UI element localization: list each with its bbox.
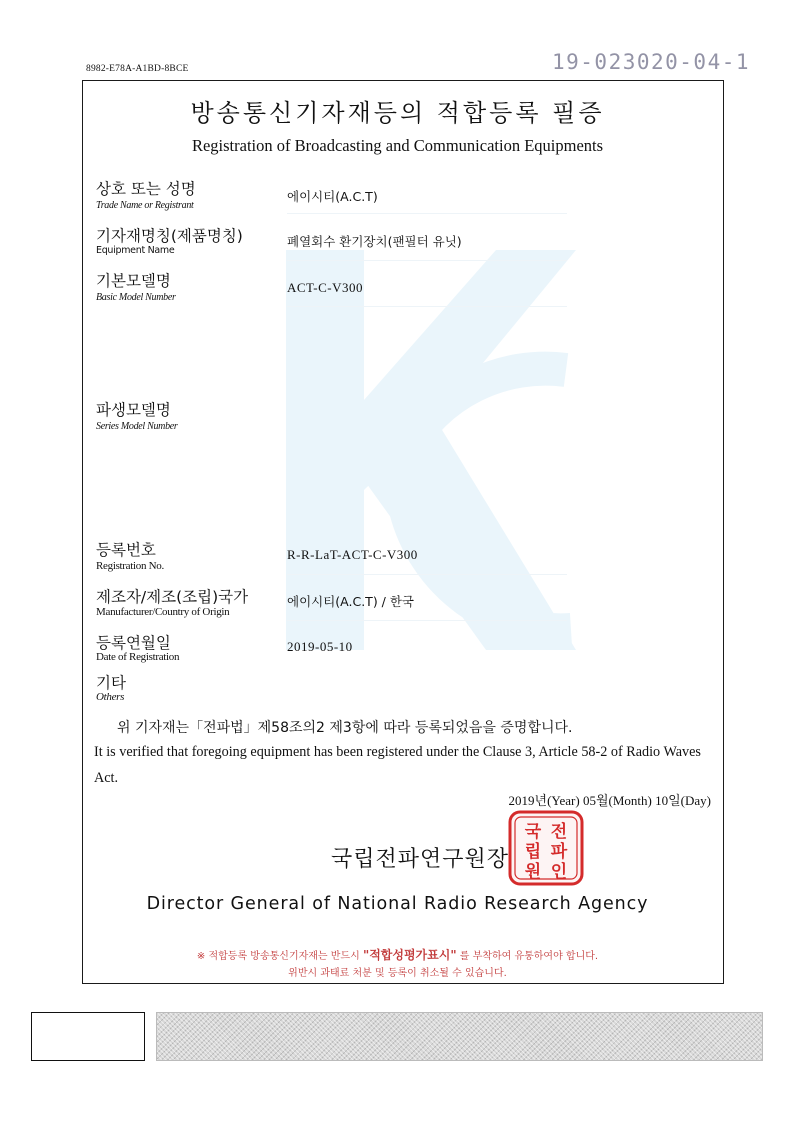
document-id: 8982-E78A-A1BD-8BCE bbox=[86, 64, 189, 74]
registration-no-label: 등록번호 bbox=[96, 541, 156, 559]
registration-date-label: 등록연월일 bbox=[96, 634, 171, 652]
manufacturer-label-en: Manufacturer/Country of Origin bbox=[96, 606, 230, 618]
trade-name-label: 상호 또는 성명 bbox=[96, 180, 196, 198]
notice-line-1 bbox=[0, 946, 795, 963]
notice-prefix: ※ 적합등록 방송통신기자재는 반드시 bbox=[196, 951, 360, 962]
title-korean: 방송통신기자재등의 적합등록 필증 bbox=[190, 99, 605, 127]
svg-text:파: 파 bbox=[550, 842, 568, 862]
issue-date bbox=[509, 790, 711, 809]
notice-suffix: 를 부착하여 유통하여야 합니다. bbox=[459, 951, 599, 962]
manufacturer-label: 제조자/제조(조립)국가 bbox=[96, 588, 249, 606]
issue-year: 2019 bbox=[508, 793, 535, 808]
footer-box bbox=[31, 1012, 145, 1061]
issue-day-unit: 일(Day) bbox=[668, 793, 711, 808]
basic-model-label: 기본모델명 bbox=[96, 272, 171, 290]
issue-year-unit: 년(Year) bbox=[534, 793, 580, 808]
notice-highlight: "적합성평가표시" bbox=[362, 948, 457, 962]
director-title-korean: 국립전파연구원장 bbox=[331, 847, 510, 872]
certificate-number: 19-023020-04-1 bbox=[552, 50, 751, 74]
equipment-name-value: 폐열회수 환기장치(팬필터 유닛) bbox=[287, 234, 462, 249]
series-model-label: 파생모델명 bbox=[96, 401, 171, 419]
equipment-name-label-en: Equipment Name bbox=[96, 245, 175, 256]
svg-text:국: 국 bbox=[524, 822, 542, 842]
director-title-english: Director General of National Radio Research Agency bbox=[146, 894, 649, 914]
registration-date-value: 2019-05-10 bbox=[287, 639, 353, 654]
statement-korean: 위 기자재는「전파법」제58조의2 제3항에 따라 등록되었음을 증명합니다. bbox=[117, 720, 573, 736]
issue-month-unit: 월(Month) bbox=[595, 793, 652, 808]
notice-line-2: 위반시 과태료 처분 및 등록이 취소될 수 있습니다. bbox=[288, 968, 507, 979]
svg-text:립: 립 bbox=[524, 842, 542, 862]
divider bbox=[287, 620, 567, 621]
registration-date-label-en: Date of Registration bbox=[96, 651, 180, 663]
issue-month: 05 bbox=[582, 793, 596, 808]
others-label: 기타 bbox=[96, 674, 126, 692]
manufacturer-value: 에이시티(A.C.T) / 한국 bbox=[287, 594, 415, 609]
official-seal-icon bbox=[508, 810, 584, 886]
registration-no-value: R-R-LaT-ACT-C-V300 bbox=[287, 547, 418, 562]
basic-model-value: ACT-C-V300 bbox=[287, 280, 364, 295]
registration-no-label-en: Registration No. bbox=[96, 560, 164, 572]
others-label-en: Others bbox=[96, 691, 125, 703]
series-model-label-en: Series Model Number bbox=[96, 421, 178, 432]
divider bbox=[287, 213, 567, 214]
divider bbox=[287, 574, 567, 575]
svg-text:전: 전 bbox=[550, 822, 568, 842]
statement-english: It is verified that foregoing equipment has been registered under the Clause 3, Article 58-2 of Radio Waves Act. bbox=[94, 744, 701, 786]
title-english: Registration of Broadcasting and Communication Equipments bbox=[191, 136, 604, 155]
security-pattern-bar bbox=[156, 1012, 763, 1061]
equipment-name-label: 기자재명칭(제품명칭) bbox=[96, 227, 243, 245]
issue-day: 10 bbox=[655, 793, 669, 808]
divider bbox=[287, 306, 567, 307]
trade-name-label-en: Trade Name or Registrant bbox=[96, 200, 194, 211]
svg-text:인: 인 bbox=[550, 862, 568, 882]
svg-text:원: 원 bbox=[524, 862, 542, 882]
basic-model-label-en: Basic Model Number bbox=[96, 292, 176, 303]
divider bbox=[287, 260, 567, 261]
kc-watermark-icon bbox=[286, 250, 576, 650]
trade-name-value: 에이시티(A.C.T) bbox=[287, 189, 378, 204]
